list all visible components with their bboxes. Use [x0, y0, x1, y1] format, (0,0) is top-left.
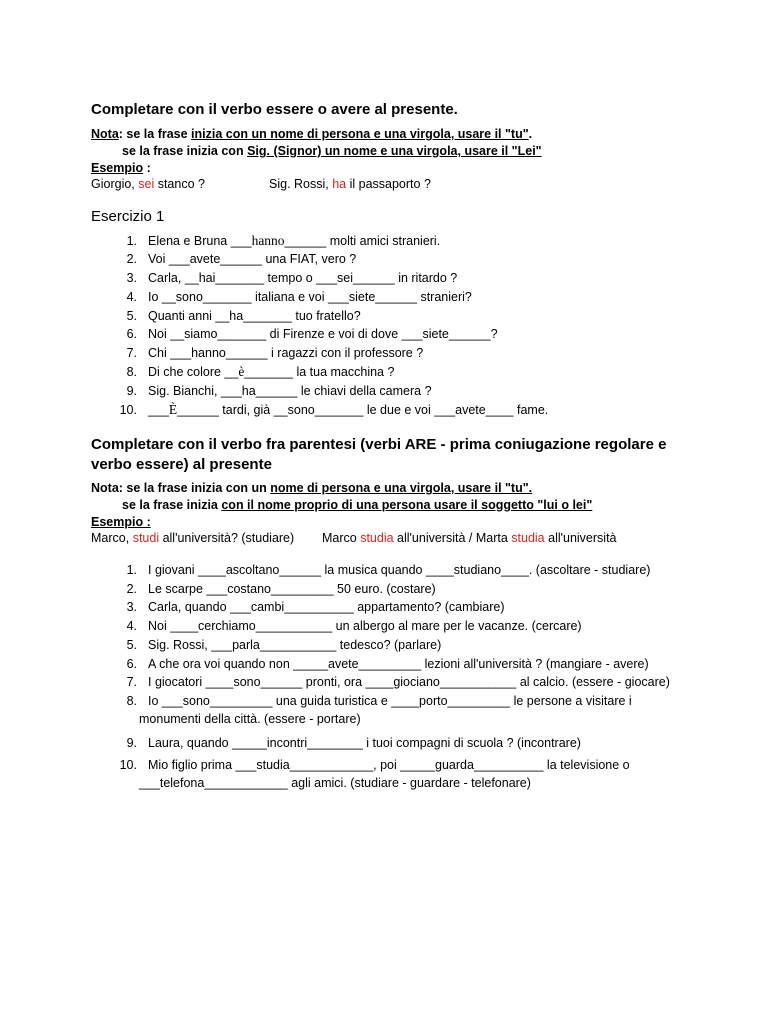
item-number: 6.	[126, 327, 137, 341]
exercise2-item	[91, 757, 630, 773]
item-text-before: Elena e Bruna ___	[148, 234, 252, 248]
exercise1-item	[91, 326, 498, 342]
item-text-after: ______ tardi, già __sono_______ le due e voi ___avete____ fame.	[177, 403, 549, 417]
exercise1-item	[91, 383, 432, 399]
esempio-label: Esempio	[91, 161, 144, 175]
exercise2-item	[91, 581, 436, 597]
item-text	[137, 308, 361, 324]
section1-nota-line2	[122, 144, 542, 159]
item-number: 8.	[126, 694, 137, 708]
item-text: I giovani ____ascoltano______ la musica quando ____studiano____. (ascoltare - studiare)	[148, 563, 651, 577]
item-text	[137, 251, 356, 267]
item-text-continuation: monumenti della città. (essere - portare)	[139, 712, 361, 726]
item-text: Noi ____cerchiamo___________ un albergo al mare per le vacanze. (cercare)	[148, 619, 582, 633]
example2-pre: Sig. Rossi,	[269, 177, 333, 191]
example1-pre: Giorgio,	[91, 177, 139, 191]
example-b-mid: all'università / Marta	[393, 531, 512, 545]
exercise1-title: Esercizio 1	[91, 208, 165, 225]
nota2-line1-underlined: nome di persona e una virgola, usare il "tu".	[270, 481, 533, 495]
item-text-before: Io __sono_______ italiana e voi ___siete______ stranieri?	[148, 290, 472, 304]
item-number: 6.	[126, 657, 137, 671]
item-text	[137, 364, 394, 380]
nota-line1-text: : se la frase	[118, 127, 192, 141]
item-text: A che ora voi quando non _____avete_________ lezioni all'università ? (mangiare - avere)	[148, 657, 649, 671]
exercise1-item	[91, 233, 440, 249]
item-text-before: Di che colore __	[148, 365, 239, 379]
exercise1-item	[91, 251, 356, 267]
item-number: 2.	[126, 582, 137, 596]
example-b-post: all'università	[544, 531, 617, 545]
example2-post: il passaporto ?	[346, 177, 431, 191]
exercise2-item	[91, 735, 581, 751]
section1-example1	[91, 177, 205, 192]
section2-esempio: Esempio :	[91, 515, 151, 529]
item-text	[137, 383, 432, 399]
nota-line2-underlined: Sig. (Signor) un nome e una virgola, usare il "Lei"	[247, 144, 542, 158]
nota-line2-text: se la frase inizia con	[122, 144, 248, 158]
example-b-pre: Marco	[322, 531, 361, 545]
nota2-line2-text: se la frase inizia	[122, 498, 222, 512]
section2-example-b	[322, 531, 617, 546]
item-number: 3.	[126, 600, 137, 614]
example-b-verb2: studia	[511, 531, 545, 545]
exercise1-item	[91, 308, 361, 324]
item-text	[137, 270, 457, 286]
exercise2-item	[91, 656, 649, 672]
section2-title-line1: Completare con il verbo fra parentesi (verbi ARE - prima coniugazione regolare e	[91, 436, 667, 453]
item-number: 3.	[126, 271, 137, 285]
section1-title: Completare con il verbo essere o avere al presente.	[91, 101, 458, 118]
item-number: 4.	[126, 619, 137, 633]
exercise1-item	[91, 345, 423, 361]
item-text	[137, 289, 472, 305]
item-text: Carla, quando ___cambi__________ appartamento? (cambiare)	[148, 600, 505, 614]
exercise1-item	[91, 289, 472, 305]
item-number: 5.	[126, 309, 137, 323]
nota-line1-end: .	[528, 127, 533, 141]
nota2-line1-text: Nota: se la frase inizia con un	[91, 481, 271, 495]
item-text: I giocatori ____sono______ pronti, ora ____giociano___________ al calcio. (essere - giocare)	[148, 675, 670, 689]
item-number: 5.	[126, 638, 137, 652]
item-text-before: Voi ___avete______ una FIAT, vero ?	[148, 252, 357, 266]
item-answer-serif: hanno	[251, 233, 285, 248]
item-number: 10.	[119, 403, 137, 417]
example2-verb: ha	[332, 177, 347, 191]
exercise1-item	[91, 364, 394, 380]
item-answer-serif: è	[238, 364, 245, 379]
exercise1-item	[91, 402, 548, 418]
example-a-verb: studi	[132, 531, 160, 545]
nota-label: Nota	[91, 127, 119, 141]
item-number: 9.	[126, 384, 137, 398]
item-text-before: Chi ___hanno______ i ragazzi con il professore ?	[148, 346, 424, 360]
exercise2-item	[91, 637, 441, 653]
item-text: Io ___sono_________ una guida turistica e ____porto_________ le persone a visitare i	[148, 694, 632, 708]
item-text-before: ___	[148, 403, 169, 417]
section2-nota-line1	[91, 481, 532, 496]
example-b-verb: studia	[360, 531, 394, 545]
item-number: 1.	[126, 563, 137, 577]
nota2-line2-underlined: con il nome proprio di una persona usare il soggetto "lui o lei"	[221, 498, 593, 512]
item-number: 9.	[126, 736, 137, 750]
example1-post: stanco ?	[154, 177, 205, 191]
item-number: 7.	[126, 675, 137, 689]
item-text: Sig. Rossi, ___parla___________ tedesco? (parlare)	[148, 638, 442, 652]
item-number: 4.	[126, 290, 137, 304]
item-text-before: Quanti anni __ha_______ tuo fratello?	[148, 309, 361, 323]
section1-nota-line1	[91, 127, 532, 142]
item-text	[137, 345, 423, 361]
item-text-after: ______ molti amici stranieri.	[284, 234, 441, 248]
exercise2-item	[91, 693, 632, 709]
example1-verb: sei	[138, 177, 155, 191]
section1-esempio	[91, 161, 151, 176]
item-text-before: Carla, __hai_______ tempo o ___sei______ in ritardo ?	[148, 271, 458, 285]
item-text	[137, 233, 440, 249]
esempio-colon: :	[143, 161, 151, 175]
item-text-after: _______ la tua macchina ?	[244, 365, 395, 379]
exercise2-item	[91, 599, 505, 615]
section2-nota-line2	[122, 498, 592, 513]
exercise1-item	[91, 270, 457, 286]
item-text-before: Sig. Bianchi, ___ha______ le chiavi della camera ?	[148, 384, 432, 398]
item-text-before: Noi __siamo_______ di Firenze e voi di dove ___siete______?	[148, 327, 498, 341]
section2-title-line2: verbo essere) al presente	[91, 456, 272, 473]
section2-example-a	[91, 531, 294, 546]
item-number: 1.	[126, 234, 137, 248]
nota-line1-underlined: inizia con un nome di persona e una virgola, usare il "tu"	[191, 127, 529, 141]
item-text: Laura, quando _____incontri________ i tuoi compagni di scuola ? (incontrare)	[148, 736, 581, 750]
item-number: 8.	[126, 365, 137, 379]
item-text-continuation: ___telefona____________ agli amici. (studiare - guardare - telefonare)	[139, 776, 531, 790]
exercise2-item	[91, 562, 650, 578]
item-text	[137, 326, 498, 342]
item-text: Le scarpe ___costano_________ 50 euro. (costare)	[148, 582, 436, 596]
section1-example2	[269, 177, 431, 192]
example-a-pre: Marco,	[91, 531, 133, 545]
exercise2-item	[91, 674, 670, 690]
item-number: 2.	[126, 252, 137, 266]
item-text	[137, 402, 548, 418]
item-number: 7.	[126, 346, 137, 360]
example-a-post: all'università? (studiare)	[159, 531, 295, 545]
exercise2-item	[91, 618, 582, 634]
item-answer-serif: È	[168, 402, 178, 417]
item-number: 10.	[119, 758, 137, 772]
item-text: Mio figlio prima ___studia____________, poi _____guarda__________ la televisione o	[148, 758, 630, 772]
